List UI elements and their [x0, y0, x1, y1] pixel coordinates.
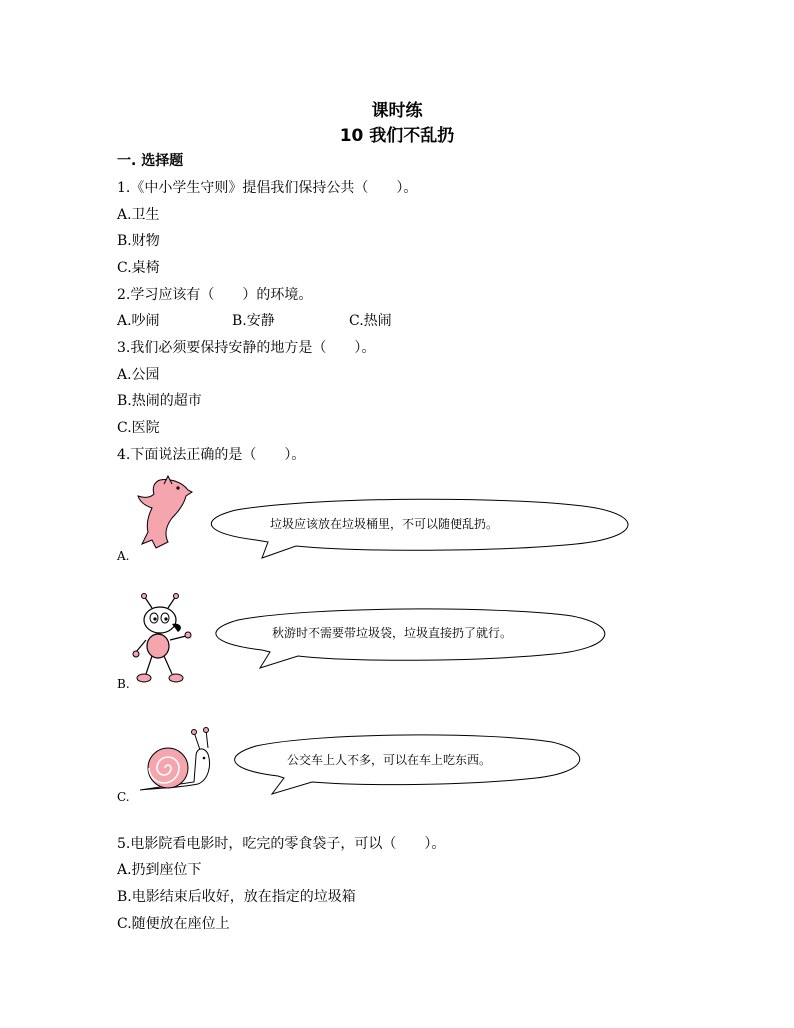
question-5-option-c: C.随便放在座位上 [117, 916, 230, 932]
question-3-option-b: B.热闹的超市 [117, 393, 202, 409]
question-5-option-a: A.扔到座位下 [117, 862, 202, 878]
question-5-stem: 5.电影院看电影时，吃完的零食袋子，可以（ ）。 [117, 836, 446, 852]
question-3-option-a: A.公园 [117, 367, 160, 383]
question-4-option-b-label: B. [117, 677, 130, 691]
question-2-stem: 2.学习应该有（ ）的环境。 [117, 287, 313, 303]
question-3-option-c: C.医院 [117, 420, 160, 436]
question-2-option-a: A.吵闹 [117, 313, 160, 329]
section-heading: 一. 选择题 [117, 153, 184, 169]
snail-icon [138, 726, 218, 796]
question-2-option-c: C.热闹 [349, 313, 392, 329]
question-5-option-b: B.电影结束后收好，放在指定的垃圾箱 [117, 889, 356, 905]
question-1-option-a: A.卫生 [117, 207, 160, 223]
question-4-stem: 4.下面说法正确的是（ ）。 [117, 447, 306, 463]
dolphin-icon [134, 474, 194, 550]
bubble-text-a: 垃圾应该放在垃圾桶里，不可以随便乱扔。 [270, 517, 499, 531]
ant-icon [132, 594, 194, 686]
question-1-option-b: B.财物 [117, 233, 160, 249]
question-1-stem: 1.《中小学生守则》提倡我们保持公共（ ）。 [117, 180, 418, 196]
question-4-option-a-label: A. [117, 549, 130, 563]
bubble-text-b: 秋游时不需要带垃圾袋，垃圾直接扔了就行。 [272, 626, 513, 640]
question-3-stem: 3.我们必须要保持安静的地方是（ ）。 [117, 340, 376, 356]
question-1-option-c: C.桌椅 [117, 260, 160, 276]
page-title: 课时练 [371, 101, 423, 121]
question-2-option-b: B.安静 [232, 313, 275, 329]
question-4-option-c-label: C. [117, 790, 130, 804]
bubble-text-c: 公交车上人不多，可以在车上吃东西。 [287, 753, 492, 767]
lesson-title: 10 我们不乱扔 [339, 126, 455, 146]
